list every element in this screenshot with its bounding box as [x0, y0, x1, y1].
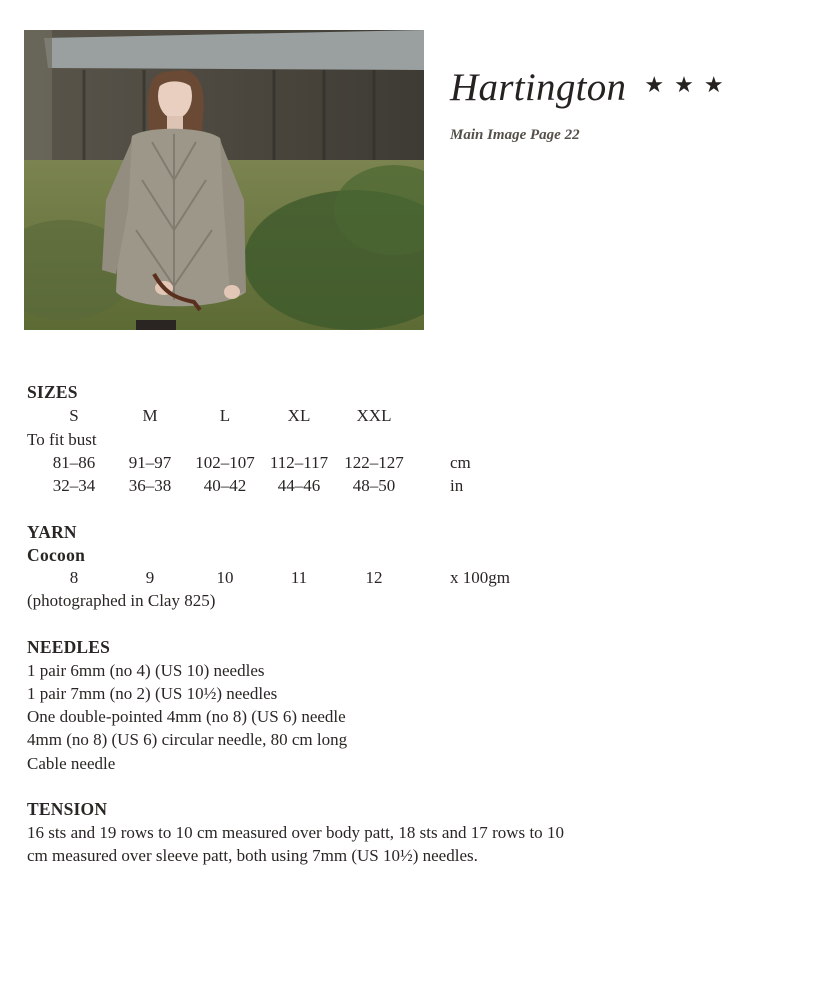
- bust-cm-value: 81–86: [52, 452, 96, 472]
- fit-label: To fit bust: [27, 429, 97, 449]
- yarn-quantity: 12: [365, 567, 383, 587]
- title-row: [450, 68, 724, 107]
- yarn-heading: YARN: [27, 521, 77, 542]
- unit-label: x 100gm: [450, 567, 510, 587]
- unit-label: in: [450, 476, 464, 496]
- size-label: M: [142, 406, 158, 425]
- yarn-quantity: 10: [216, 567, 234, 587]
- bust-in-value: 40–42: [203, 476, 247, 496]
- needle-item: 1 pair 6mm (no 4) (US 10) needles: [27, 660, 265, 680]
- yarn-quantity: 8: [69, 567, 79, 587]
- needle-item: Cable needle: [27, 753, 116, 773]
- yarn-quantity: 11: [290, 567, 308, 587]
- star-icon: ★: [644, 72, 665, 97]
- tension-text: 16 sts and 19 rows to 10 cm measured over body patt, 18 sts and 17 rows to 10 cm measured over sleeve patt, both using 7mm (US 10½) needles.: [27, 823, 564, 866]
- size-labels-row: [27, 404, 587, 428]
- bust-in-row: [27, 474, 587, 498]
- size-label: L: [219, 406, 231, 425]
- yarn-note: (photographed in Clay 825): [27, 591, 216, 611]
- unit-label: cm: [450, 452, 471, 472]
- pattern-title-block: [450, 68, 724, 144]
- pattern-details: [27, 380, 587, 868]
- yarn-quantity: 9: [145, 567, 155, 587]
- page-title: Hartington: [450, 66, 627, 109]
- size-label: XXL: [356, 406, 392, 425]
- bust-cm-value: 91–97: [128, 452, 172, 472]
- bust-in-value: 36–38: [128, 476, 172, 496]
- difficulty-rating: [644, 74, 723, 96]
- star-icon: ★: [703, 72, 724, 97]
- bust-cm-value: 112–117: [269, 452, 329, 472]
- bust-in-value: 32–34: [52, 476, 96, 496]
- size-label: XL: [287, 406, 311, 425]
- bust-cm-value: 122–127: [344, 452, 404, 472]
- needle-item: 1 pair 7mm (no 2) (US 10½) needles: [27, 683, 278, 703]
- bust-in-value: 48–50: [352, 476, 396, 496]
- knitwear-model-photo-icon: [24, 30, 424, 330]
- yarn-name: Cocoon: [27, 544, 86, 565]
- tension-heading: TENSION: [27, 799, 108, 820]
- needles-heading: NEEDLES: [27, 636, 111, 657]
- sizes-heading: SIZES: [27, 382, 78, 402]
- yarn-quantity-row: [27, 566, 587, 590]
- needle-item: One double-pointed 4mm (no 8) (US 6) needle: [27, 707, 346, 727]
- bust-cm-value: 102–107: [195, 452, 255, 472]
- needle-item: 4mm (no 8) (US 6) circular needle, 80 cm long: [27, 730, 348, 750]
- size-label: S: [69, 406, 79, 425]
- star-icon: ★: [674, 72, 694, 97]
- pattern-photo: [24, 30, 424, 330]
- bust-cm-row: [27, 451, 587, 475]
- bust-in-value: 44–46: [277, 476, 321, 496]
- page-subtitle: Main Image Page 22: [450, 127, 580, 143]
